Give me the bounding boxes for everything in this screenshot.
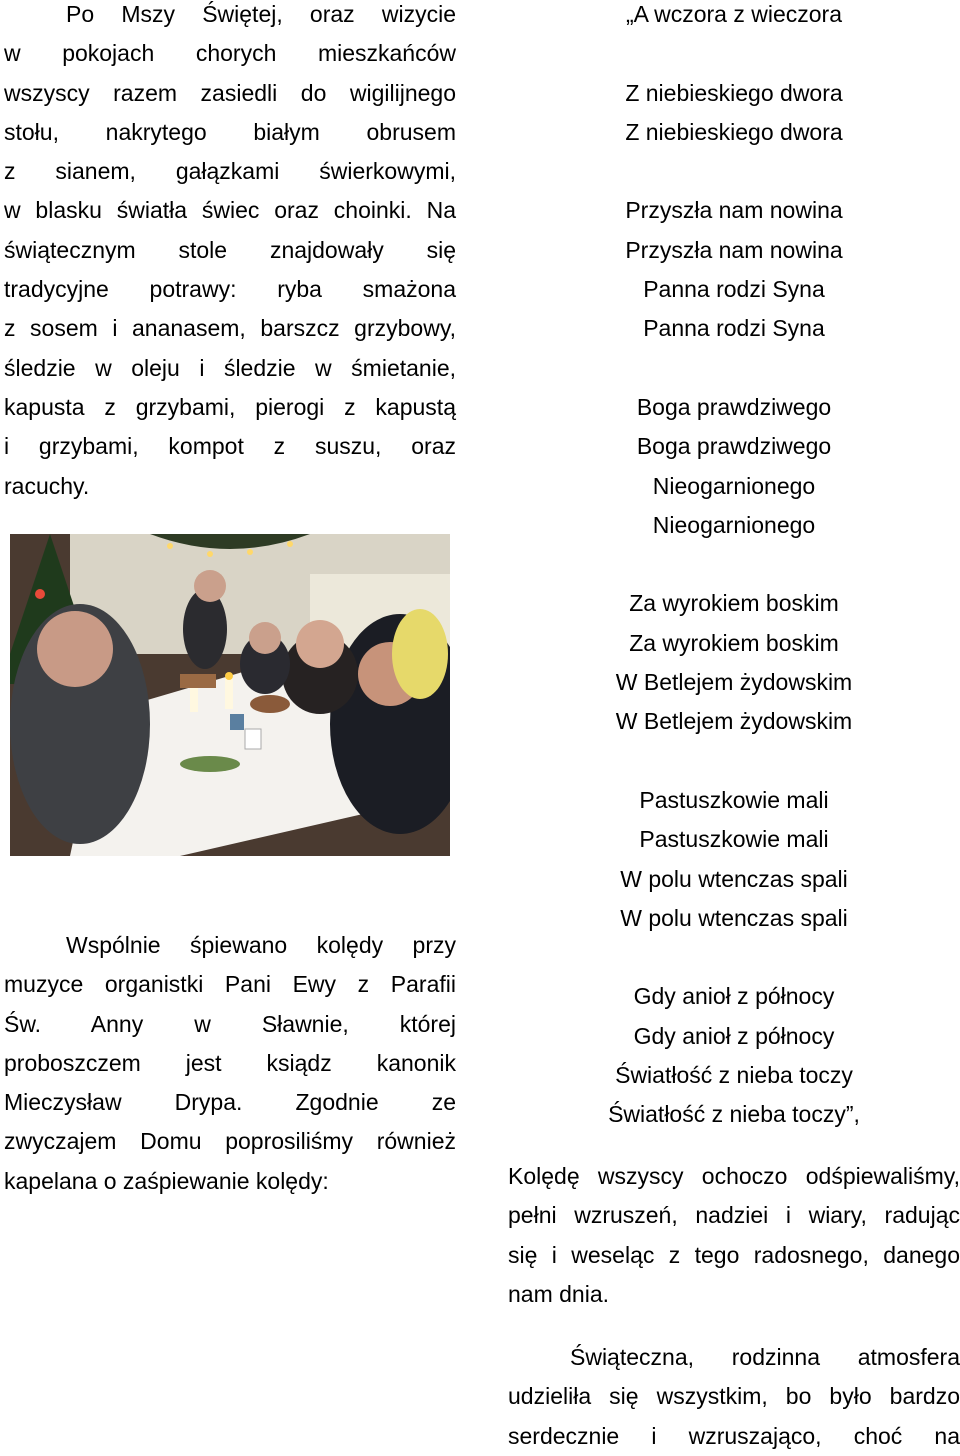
poem-line: Nieogarnionego [652, 511, 816, 538]
christmas-eve-photo [10, 534, 450, 856]
carol-poem [508, 0, 960, 1135]
poem-line: Z niebieskiego dwora [625, 118, 843, 145]
line: świątecznym stole znajdowały się [4, 236, 456, 263]
line: Po Mszy Świętej, oraz wizycie [66, 1, 456, 27]
line: śledzie w oleju i śledzie w śmietanie, [4, 354, 456, 381]
poem-line: Panna rodzi Syna [643, 276, 825, 303]
line: Kolędę wszyscy ochoczo odśpiewaliśmy, [508, 1163, 960, 1189]
line: muzyce organistki Pani Ewy z Parafii [4, 971, 456, 998]
line: stołu, nakrytego białym obrusem [4, 118, 456, 145]
line: w blasku światła świec oraz choinki. Na [4, 197, 456, 224]
poem-line: Za wyrokiem boskim [629, 590, 839, 617]
line: i grzybami, kompot z suszu, oraz [4, 433, 456, 460]
poem-line: Za wyrokiem boskim [629, 629, 839, 656]
poem-line: Pastuszkowie mali [639, 786, 829, 813]
paragraph-atmosphere [508, 1338, 960, 1456]
poem-line: Boga prawdziwego [636, 393, 832, 420]
poem-line: Przyszła nam nowina [625, 197, 843, 224]
line: kapelana o zaśpiewanie kolędy: [4, 1167, 329, 1194]
line: serdecznie i wzruszająco, choć na [508, 1422, 960, 1449]
poem-line: Boga prawdziwego [636, 433, 832, 460]
line: nam dnia. [508, 1280, 610, 1307]
poem-line: Przyszła nam nowina [625, 236, 843, 263]
line: zwyczajem Domu poprosiliśmy również [4, 1128, 456, 1155]
poem-line: W polu wtenczas spali [620, 865, 848, 892]
line: Wspólnie śpiewano kolędy przy [66, 932, 456, 958]
line: Świąteczna, rodzinna atmosfera [570, 1344, 960, 1370]
poem-line: Z niebieskiego dwora [625, 79, 843, 106]
poem-line: W Betlejem żydowskim [615, 708, 853, 735]
poem-line: W Betlejem żydowskim [615, 669, 853, 696]
line: racuchy. [4, 472, 90, 499]
paragraph-dinner [4, 0, 456, 506]
line: z sianem, gałązkami świerkowymi, [4, 158, 456, 185]
line: w pokojach chorych mieszkańców [4, 40, 456, 67]
line: udzieliła się wszystkim, bo było bardzo [508, 1383, 960, 1410]
poem-line: Pastuszkowie mali [639, 826, 829, 853]
poem-line: Panna rodzi Syna [643, 315, 825, 342]
line: pełni wzruszeń, nadziei i wiary, radując [508, 1202, 960, 1229]
poem-line: „A wczora z wieczora [625, 1, 842, 27]
poem-line: Światłość z nieba toczy”, [608, 1101, 860, 1128]
line: Św. Anny w Sławnie, której [4, 1010, 456, 1037]
line: Mieczysław Drypa. Zgodnie ze [4, 1089, 456, 1116]
poem-line: W polu wtenczas spali [620, 904, 848, 931]
paragraph-after-carol [508, 1157, 960, 1314]
poem-line: Światłość z nieba toczy [615, 1062, 853, 1089]
poem-line: Nieogarnionego [652, 472, 816, 499]
line: tradycyjne potrawy: ryba smażona [4, 276, 456, 303]
line: kapusta z grzybami, pierogi z kapustą [4, 393, 456, 420]
poem-line: Gdy anioł z północy [633, 983, 835, 1010]
line: się i weseląc z tego radosnego, danego [508, 1241, 960, 1268]
line: wszyscy razem zasiedli do wigilijnego [4, 79, 456, 106]
poem-line: Gdy anioł z północy [633, 1022, 835, 1049]
line: z sosem i ananasem, barszcz grzybowy, [4, 315, 456, 342]
line: proboszczem jest ksiądz kanonik [4, 1049, 456, 1076]
paragraph-carols [4, 926, 456, 1201]
